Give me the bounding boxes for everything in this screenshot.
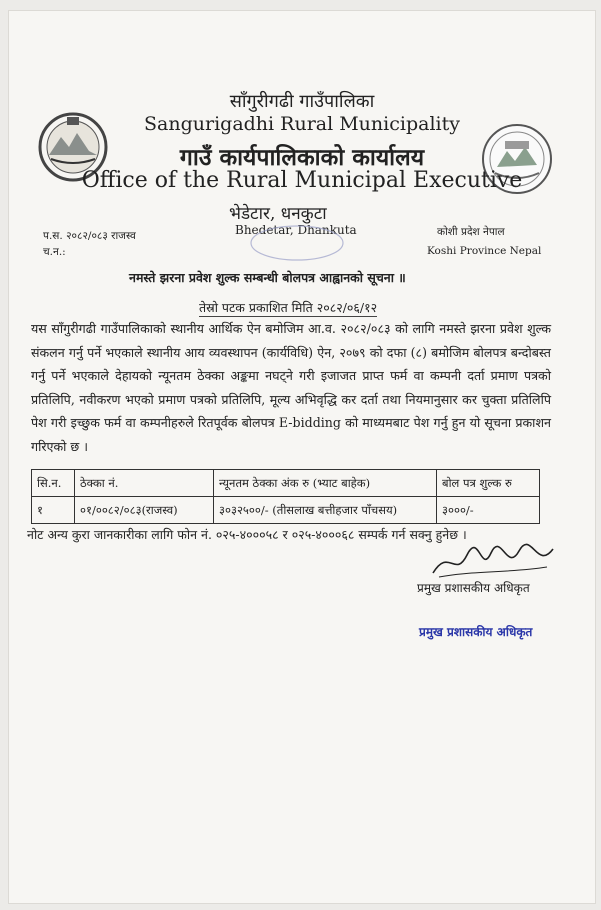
notice-body: यस साँगुरीगढी गाउँपालिकाको स्थानीय आर्थिक ऐन बमोजिम आ.व. २०८२/०८३ को लागि नमस्ते झरना प्रवेश शुल्क संकलन गर्नु पर्ने भएकाले स्थानीय आय व्यवस्थापन (कार्यविधि) ऐन, २०७९ को दफा (८) बमोजिम बोलपत्र बन्दोबस्त गर्नु पर्ने भएकाले देहायको न्यूनतम ठेक्का अङ्कमा नघट्ने गरी इजाजत प्राप्त फर्म वा कम्पनी दर्ता प्रमाण पत्रको प्रतिलिपि, नवीकरण भएको प्रमाण पत्रको प्रतिलिपि, मूल्य अभिवृद्धि कर दर्ता तथा नियमानुसार कर चुक्ता प्रतिलिपि पेश गरी इच्छुक फर्म वा कम्पनीहरुले रितपूर्वक बोलपत्र E-bidding को माध्यमबाट पेश गर्नु हुन यो सूचना प्रकाशन गरिएको छ । [31,321,551,454]
table-row [32,497,540,524]
office-name-en: Office of the Rural Municipal Executive [81,168,523,193]
cell-sn: १ [32,497,75,524]
publish-date: तेस्रो पटक प्रकाशित मिति २०८२/०६/१२ [199,300,378,315]
note-text: नोट अन्य कुरा जानकारीका लागि फोन नं. ०२५-४०००५८ र ०२५-४०००६८ सम्पर्क गर्न सक्नु हुनेछ । [27,527,467,542]
col-header-sn: सि.न. [32,470,75,497]
office-name-np: गाउँ कार्यपालिकाको कार्यालय [179,144,425,171]
cell-bid-fee: ३०००/- [437,497,540,524]
place-en: Bhedetar, Dhankuta [235,223,357,237]
reference-number: प.स. २०८२/०८३ राजस्व [43,230,136,242]
municipality-name-en: Sangurigadhi Rural Municipality [144,113,460,135]
cell-min-amount: ३०३२५००/- (तीसलाख बत्तीहजार पाँचसय) [214,497,437,524]
tender-table [31,469,540,524]
municipality-name-np: साँगुरीगढी गाउँपालिका [229,91,375,112]
table-header-row [32,470,540,497]
signatory-title: प्रमुख प्रशासकीय अधिकृत [417,581,530,595]
document-page [8,10,596,904]
signature-icon [429,543,559,583]
cell-contract-no: ०१/००८२/०८३(राजस्व) [75,497,214,524]
stamp-title: प्रमुख प्रशासकीय अधिकृत [419,625,533,639]
dispatch-number: च.न.: [43,246,66,258]
col-header-contract-no: ठेक्का नं. [75,470,214,497]
notice-title: नमस्ते झरना प्रवेश शुल्क सम्बन्धी बोलपत्र आह्वानको सूचना ॥ [129,270,406,285]
col-header-bid-fee: बोल पत्र शुल्क रु [437,470,540,497]
province-np: कोशी प्रदेश नेपाल [437,226,505,238]
place-np: भेडेटार, धनकुटा [229,204,327,224]
province-en: Koshi Province Nepal [427,245,542,257]
office-stamp-icon [247,223,347,263]
col-header-min-amount: न्यूनतम ठेक्का अंक रु (भ्याट बाहेक) [214,470,437,497]
